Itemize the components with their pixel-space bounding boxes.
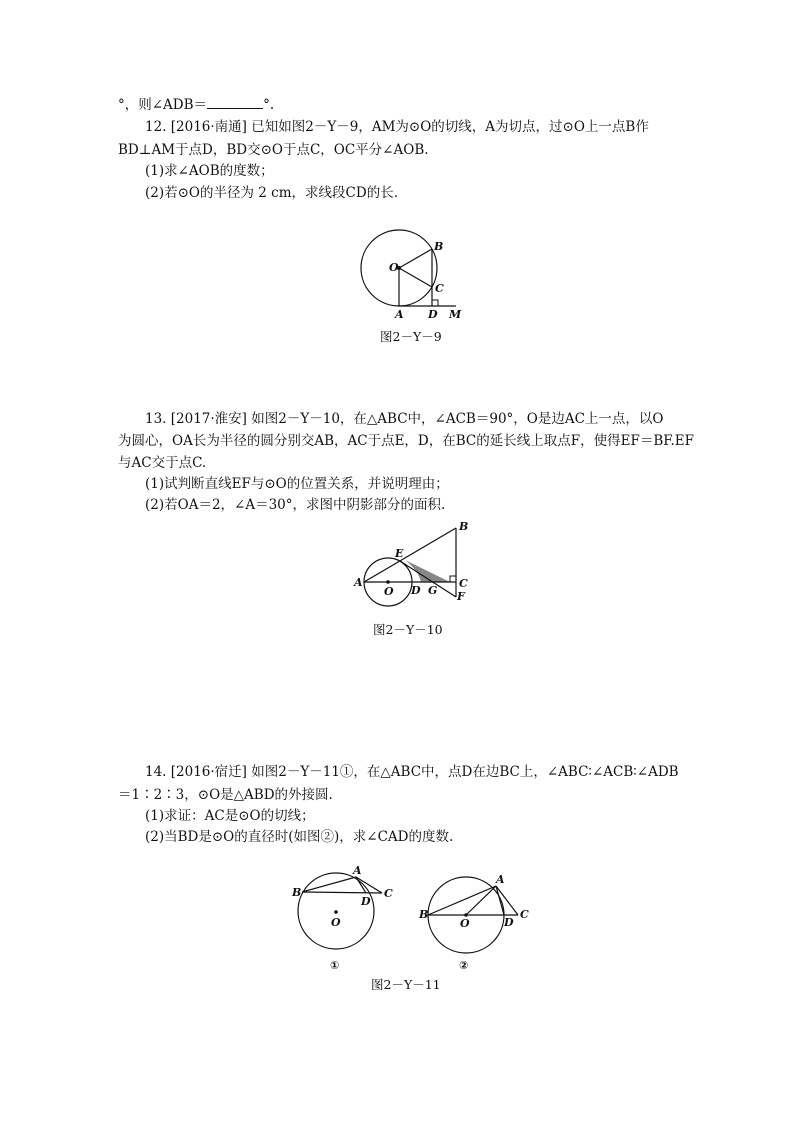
q13-caption: 图2－Y－10	[373, 622, 443, 637]
figure-mark-2: ②	[459, 959, 469, 972]
label-b: B	[434, 240, 444, 253]
label-o: O	[331, 916, 341, 929]
label-c: C	[459, 577, 468, 590]
label-o: O	[460, 917, 470, 930]
q13-line-2: 为圆心，OA长为半径的圆分别交AB，AC于点E，D，在BC的延长线上取点F，使得EF＝BF.EF	[118, 433, 695, 449]
label-d: D	[428, 308, 438, 321]
label-c: C	[520, 908, 529, 921]
label-c: C	[435, 282, 444, 295]
q14-line-1: 14. [2016·宿迁] 如图2－Y－11①，在△ABC中，点D在边BC上，∠ABC∶∠ACB∶∠ADB	[145, 764, 679, 780]
label-c: C	[384, 887, 393, 900]
q13-line-3: 与AC交于点C.	[118, 455, 207, 471]
label-d: D	[411, 584, 421, 597]
label-a: A	[395, 308, 404, 321]
label-b: B	[459, 520, 469, 533]
label-d: D	[504, 916, 514, 929]
q12-part-1: (1)求∠AOB的度数；	[145, 163, 274, 179]
q13-line-1: 13. [2017·淮安] 如图2－Y－10，在△ABC中，∠ACB＝90°，O是边AC上一点，以O	[145, 411, 664, 427]
q12-line-2: BD⊥AM于点D，BD交⊙O于点C，OC平分∠AOB.	[118, 142, 429, 158]
label-g: G	[428, 584, 438, 597]
label-a: A	[353, 864, 362, 877]
label-b: B	[419, 908, 429, 921]
q13-part-1: (1)试判断直线EF与⊙O的位置关系，并说明理由；	[145, 476, 449, 492]
q11-tail-post: °.	[263, 97, 275, 113]
label-o: O	[389, 261, 399, 274]
q12-part-2: (2)若⊙O的半径为 2 cm，求线段CD的长.	[145, 185, 398, 201]
q12-line-1: 12. [2016·南通] 已知如图2－Y－9，AM为⊙O的切线，A为切点，过⊙O上一点B作	[145, 119, 649, 135]
q11-tail-pre: °，则∠ADB＝	[118, 97, 208, 113]
q13-part-2: (2)若OA＝2，∠A＝30°，求图中阴影部分的面积.	[145, 497, 446, 513]
label-a: A	[354, 576, 363, 589]
line-ab	[428, 886, 496, 915]
q12-caption: 图2－Y－9	[380, 329, 442, 344]
label-a: A	[496, 873, 505, 886]
label-d: D	[361, 895, 371, 908]
q14-line-2: ＝1∶2∶3，⊙O是△ABD的外接圆.	[118, 787, 333, 803]
label-m: M	[449, 308, 462, 321]
figure-mark-1: ①	[330, 959, 340, 972]
line-oa	[466, 886, 496, 915]
q14-caption: 图2－Y－11	[371, 977, 441, 992]
label-b: B	[292, 886, 302, 899]
label-e: E	[395, 547, 404, 560]
q14-part-1: (1)求证：AC是⊙O的切线；	[145, 808, 315, 824]
line-ac	[496, 886, 518, 915]
label-f: F	[457, 590, 465, 603]
q14-part-2: (2)当BD是⊙O的直径时(如图②)，求∠CAD的度数.	[145, 829, 454, 845]
label-o: O	[384, 585, 394, 598]
